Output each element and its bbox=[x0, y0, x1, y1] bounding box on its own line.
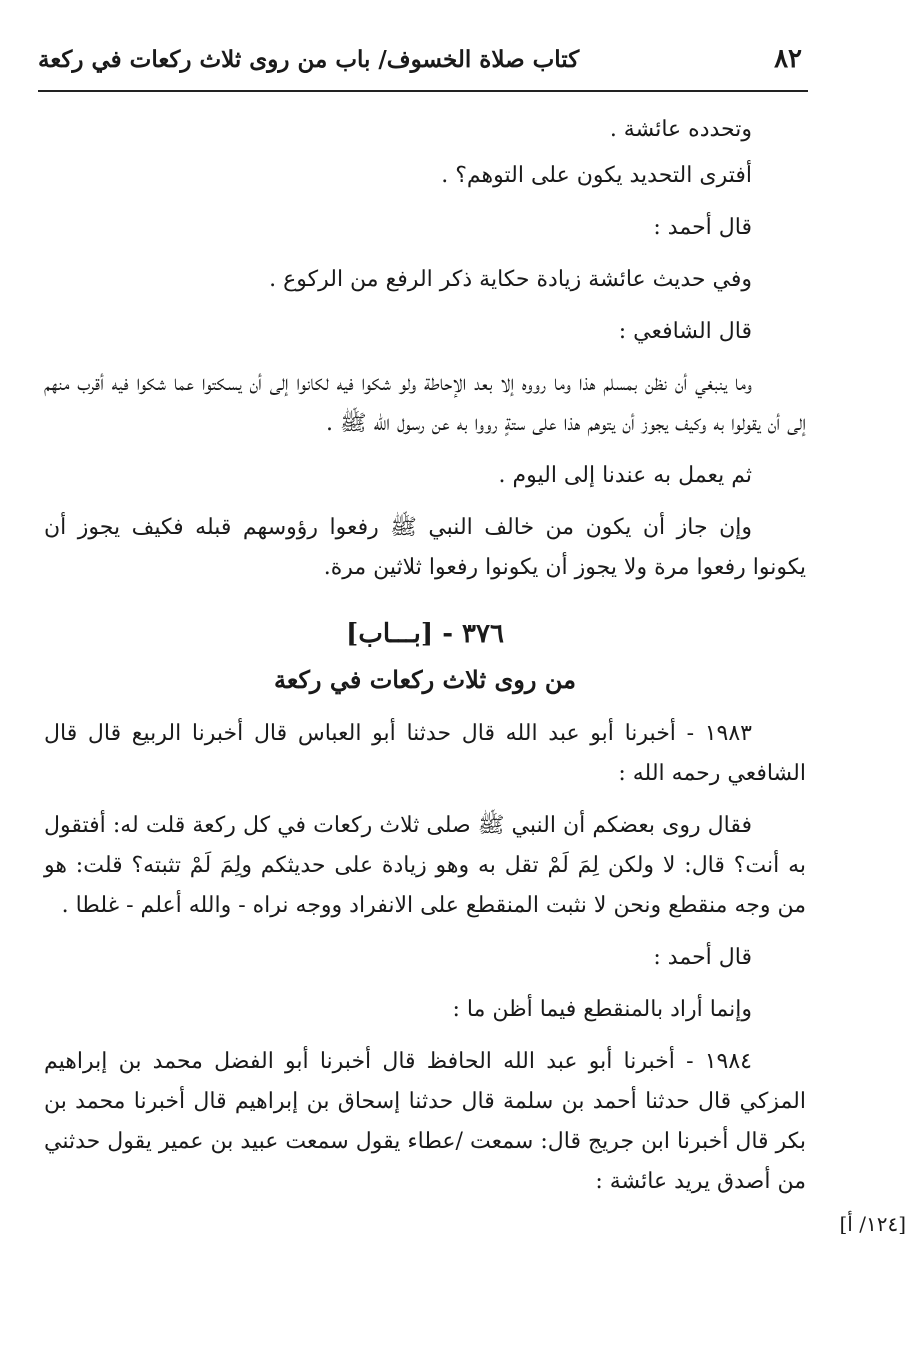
paragraph: ثم يعمل به عندنا إلى اليوم . bbox=[498, 463, 752, 488]
paragraph: وإنما أراد بالمنقطع فيما أظن ما : bbox=[452, 997, 752, 1022]
paragraph: أفترى التحديد يكون على التوهم؟ . bbox=[441, 163, 752, 188]
main-text bbox=[44, 110, 806, 1214]
paragraph: وفي حديث عائشة زيادة حكاية ذكر الرفع من الركوع . bbox=[269, 267, 752, 292]
paragraph: وتحدده عائشة . bbox=[609, 117, 752, 142]
paragraph: ١٩٨٤ - أخبرنا أبو عبد الله الحافظ قال أخبرنا أبو الفضل محمد بن إبراهيم المزكي قال حدثنا أحمد بن سلمة قال حدثنا إسحاق بن إبراهيم قال أخبرنا محمد بن بكر قال أخبرنا ابن جريج قال: سمعت /عطاء يقول سمعت عبيد بن عمير يقول حدثني من أصدق يريد عائشة : bbox=[44, 1049, 806, 1194]
marginal-folio-note: [١٢٤/ أ] bbox=[839, 1212, 906, 1236]
paragraph: قال الشافعي : bbox=[618, 319, 752, 344]
chapter-number: ٣٧٦ - [بـــاب] bbox=[346, 619, 504, 649]
running-title: كتاب صلاة الخسوف/ باب من روى ثلاث ركعات في ركعة bbox=[38, 46, 580, 73]
paragraph: ١٩٨٣ - أخبرنا أبو عبد الله قال حدثنا أبو العباس قال أخبرنا الربيع قال قال الشافعي رحمه الله : bbox=[44, 721, 806, 786]
page-header bbox=[38, 40, 808, 86]
paragraph: فقال روى بعضكم أن النبي ﷺ صلى ثلاث ركعات في كل ركعة قلت له: أفتقول به أنت؟ قال: لا ولكن لِمَ لَمْ تقل به وهو زيادة على حديثكم ولِمَ لَمْ تثبته؟ قلت: هو من وجه منقطع ونحن لا نثبت المنقطع على الانفراد ووجه نراه - والله أعلم - غلطا . bbox=[44, 813, 806, 918]
page-number: ٨٢ bbox=[774, 44, 802, 74]
paragraph: قال أحمد : bbox=[653, 945, 752, 970]
paragraph: قال أحمد : bbox=[653, 215, 752, 240]
header-divider bbox=[38, 90, 808, 92]
paragraph: وإن جاز أن يكون من خالف النبي ﷺ رفعوا رؤوسهم قبله فكيف يجوز أن يكونوا رفعوا مرة ولا يجوز أن يكونوا رفعوا ثلاثين مرة. bbox=[44, 515, 806, 580]
chapter-title: من روى ثلاث ركعات في ركعة bbox=[274, 665, 576, 694]
paragraph: وما ينبغي أن نظن بمسلم هذا وما رووه إلا بعد الإحاطة ولو شكوا فيه لكانوا إلى أن يسكتوا عما شكوا فيه أقرب منهم إلى أن يقولوا به وكيف يجوز أن يتوهم هذا على ستةٍ رووا به عن رسول الله ﷺ . bbox=[44, 371, 806, 436]
